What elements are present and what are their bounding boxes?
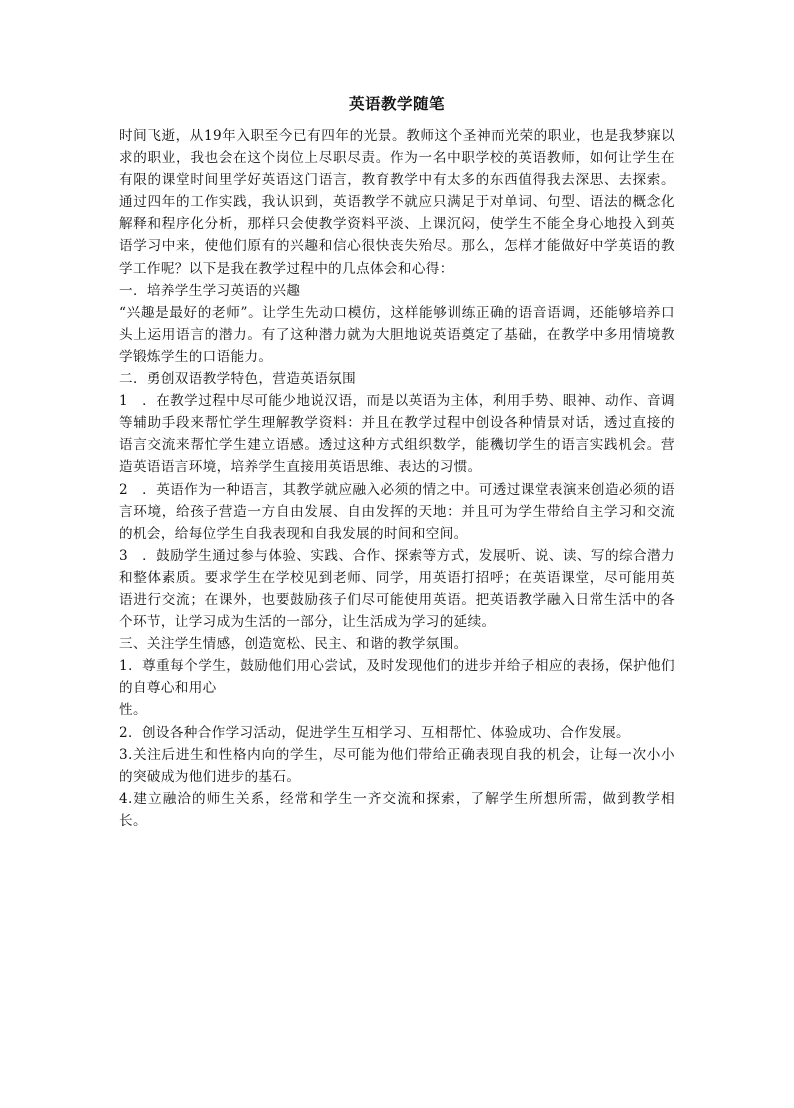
list-item: 1 ．在教学过程中尽可能少地说汉语，而是以英语为主体，利用手势、眼神、动作、音调等辅助手段来帮忙学生理解教学资料：并且在教学过程中创设各种情景对话，透过直接的语言交流来帮忙学生建立语感。透过这种方式组织数学，能穖切学生的语言实践机会。营造英语语言环境，培养学生直接用英语思维、表达的习惯。 bbox=[119, 393, 675, 476]
list-item: 2．创设各种合作学习活动，促进学生互相学习、互相帮忙、体验成功、合作发展。 bbox=[119, 724, 630, 741]
list-item: 2 ．英语作为一种语言，其教学就应融入必须的情之中。可透过课堂表演来创造必须的语言环境，给孩子营造一方自由发展、自由发挥的天地：并且可为学生带给自主学习和交流的机会，给每位学生自我表现和自我发展的时间和空间。 bbox=[119, 481, 675, 542]
list-item-continuation: 性。 bbox=[119, 702, 147, 719]
list-item: 3 ．鼓励学生通过参与体验、实践、合作、探索等方式，发展听、说、读、写的综合潜力和整体素质。要求学生在学校见到老师、同学，用英语打招呼；在英语课堂，尽可能用英语进行交流；在课外，也要鼓励孩子们尽可能使用英语。把英语教学融入日常生活中的各个环节，让学习成为生活的一部分，让生活成为学习的延续。 bbox=[119, 547, 675, 631]
section-heading-2: 二．勇创双语教学特色，营造英语氛围 bbox=[119, 371, 357, 388]
document-title: 英语教学随笔 bbox=[348, 94, 445, 113]
section-heading-3: 三、关注学生情感，创造宽松、民主、和谐的教学氛围。 bbox=[119, 636, 468, 653]
section-heading-1: 一．培养学生学习英语的兴趣 bbox=[119, 282, 301, 299]
intro-paragraph: 时间飞逝，从19年入职至今已有四年的光景。教师这个圣神而光荣的职业，也是我梦寐以求的职业，我也会在这个岗位上尽职尽责。作为一名中职学校的英语教师，如何让学生在有限的课堂时间里学好英语这门语言，教育教学中有太多的东西值得我去深思、去探索。通过四年的工作实践，我认识到，英语教学不就应只满足于对单词、句型、语法的概念化解释和程序化分析，那样只会使教学资料平淡、上课沉闷，使学生不能全身心地投入到英语学习中来，使他们原有的兴趣和信心很快丧失殆尽。那么，怎样才能做好中学英语的教学工作呢？以下是我在教学过程中的几点体会和心得： bbox=[119, 128, 675, 277]
list-item: 1．尊重每个学生，鼓励他们用心尝试，及时发现他们的进步并给子相应的表扬，保护他们的自尊心和用心 bbox=[119, 658, 675, 697]
list-item: 3.关注后进生和性格内向的学生，尽可能为他们带给正确表现自我的机会，让每一次小小的突破成为他们进步的基石。 bbox=[119, 746, 675, 785]
document-body bbox=[119, 125, 675, 832]
list-item: 4.建立融洽的师生关系，经常和学生一齐交流和探索，了解学生所想所需，做到教学相长。 bbox=[119, 790, 675, 829]
paragraph: “兴趣是最好的老师”。让学生先动口模仿，这样能够训练正确的语音语调，还能够培养口头上运用语言的潜力。有了这种潜力就为大胆地说英语奠定了基础，在教学中多用情境教学锻炼学生的口语能力。 bbox=[119, 304, 675, 365]
